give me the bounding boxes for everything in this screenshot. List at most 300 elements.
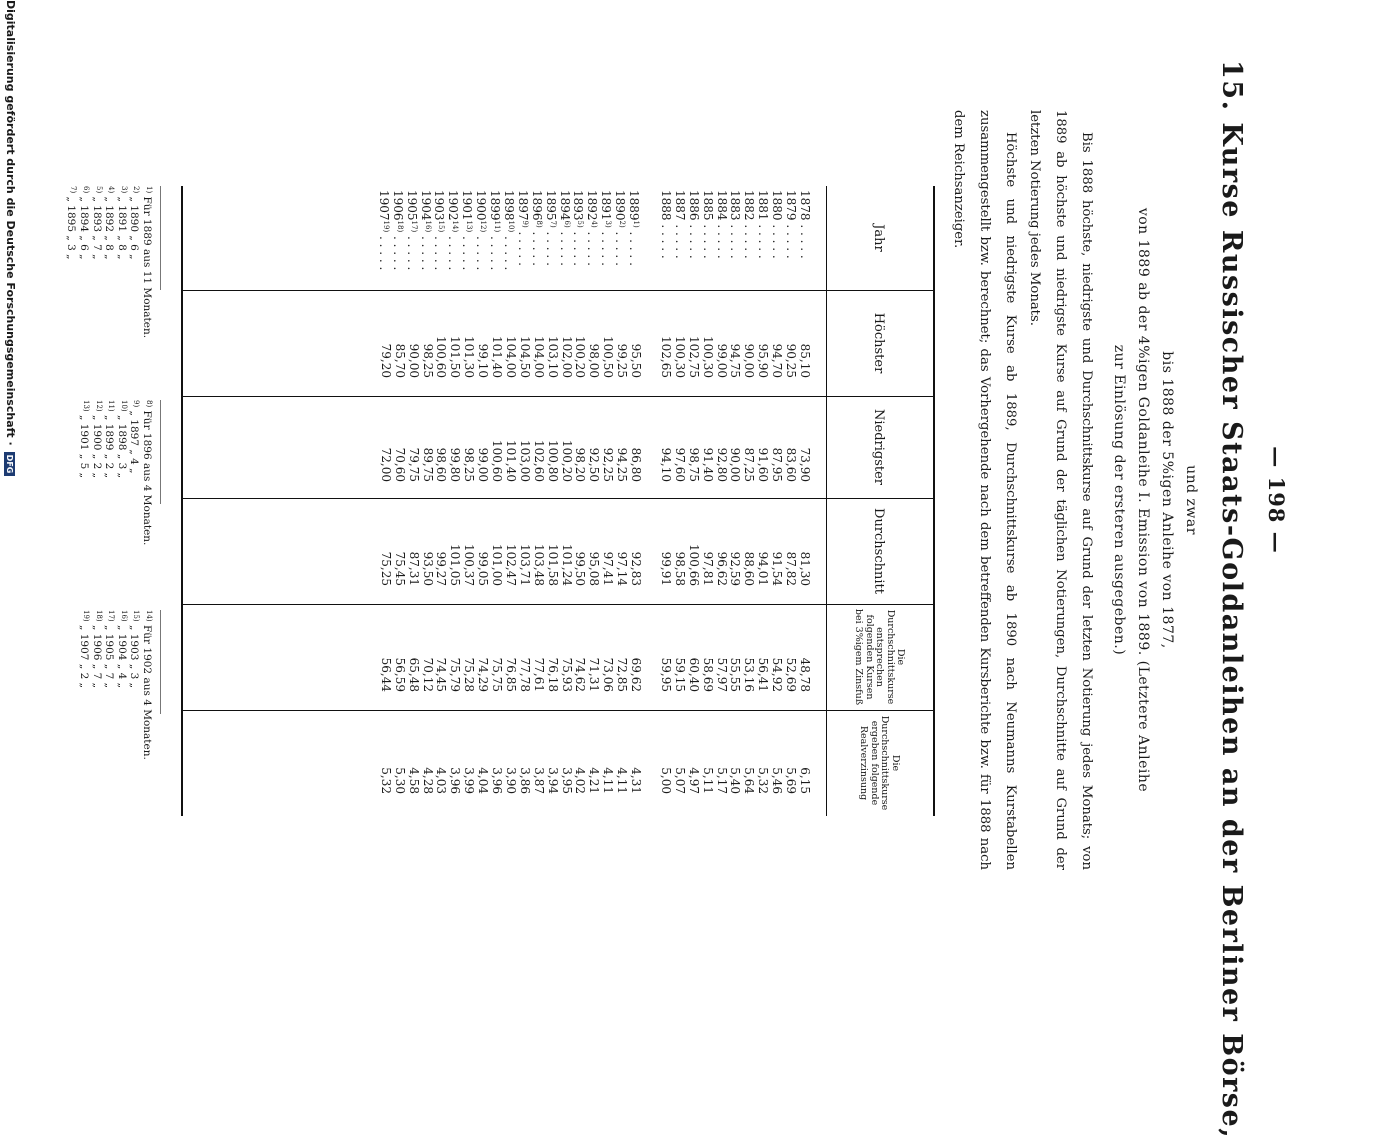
value-d: 75,45 <box>392 551 407 586</box>
footnote-ref: 13) <box>465 220 474 233</box>
value-n: 98,75 <box>686 447 701 482</box>
footnote <box>78 400 93 478</box>
year-cell <box>613 190 628 286</box>
footnote <box>103 400 118 478</box>
footnote-text: „ 1898 „ 3 „ <box>115 411 128 479</box>
header-jahr: Jahr <box>871 224 887 252</box>
year-value: 1891 <box>599 190 614 221</box>
footnote-number: 18) <box>94 610 103 622</box>
value-d: 101,24 <box>559 544 574 586</box>
table-bottom-rule <box>181 186 183 816</box>
footnote-ref: 4) <box>590 220 599 228</box>
footnote <box>115 610 130 688</box>
value-h: 102,00 <box>559 336 574 378</box>
value-k3: 56,41 <box>756 657 771 692</box>
year-value: 1883 <box>728 190 743 221</box>
leader-dots: . . . . . <box>627 227 642 266</box>
value-d: 100,66 <box>686 544 701 586</box>
footnote-number: 17) <box>107 610 116 622</box>
value-d: 101,05 <box>448 544 463 586</box>
year-cell <box>404 190 420 286</box>
value-h: 101,30 <box>462 336 477 378</box>
value-d: 97,41 <box>601 551 616 586</box>
value-d: 99,50 <box>573 551 588 586</box>
value-n: 92,25 <box>601 447 616 482</box>
footnote <box>128 400 143 474</box>
value-k3: 65,48 <box>406 657 421 692</box>
leader-dots: . . . . . <box>613 227 628 266</box>
year-cell <box>460 190 475 286</box>
value-k3: 75,75 <box>490 657 505 692</box>
value-k3: 74,62 <box>573 657 588 692</box>
value-r: 5,32 <box>378 767 393 794</box>
column-divider <box>183 498 935 499</box>
footnote-rule <box>160 186 161 290</box>
leader-dots: . . . . . <box>714 220 729 259</box>
year-cell <box>730 190 742 286</box>
value-h: 85,70 <box>392 343 407 378</box>
value-k3: 57,97 <box>714 657 729 692</box>
leader-dots: . . . . . <box>728 220 743 259</box>
value-n: 87,95 <box>770 447 785 482</box>
value-r: 5,00 <box>659 767 673 794</box>
footnote-number: 2) <box>132 186 141 194</box>
leader-dots: . . . . . <box>659 220 673 259</box>
value-k3: 75,79 <box>448 657 463 692</box>
value-r: 3,99 <box>462 767 477 794</box>
leader-dots: . . . . . <box>599 227 614 266</box>
footnote-number: 12) <box>94 400 103 412</box>
footnote-ref: 17) <box>409 220 418 233</box>
footnote <box>90 186 105 260</box>
year-value: 1886 <box>686 190 701 221</box>
footnote <box>90 400 105 478</box>
footnote-ref: 10) <box>507 220 515 233</box>
year-cell <box>390 190 406 286</box>
year-value: 1897 <box>515 190 530 221</box>
value-r: 5,11 <box>700 767 715 794</box>
footnote-ref: 3) <box>604 220 613 228</box>
year-cell <box>502 190 517 286</box>
value-k3: 56,59 <box>392 657 407 692</box>
value-d: 87,31 <box>406 551 421 586</box>
value-r: 4,04 <box>476 767 491 794</box>
footnote-ref: 9) <box>520 220 529 228</box>
footnote <box>141 400 156 545</box>
value-k3: 74,29 <box>476 657 491 692</box>
year-value: 1905 <box>404 190 419 221</box>
value-h: 100,20 <box>573 336 588 378</box>
value-d: 103,48 <box>531 544 546 586</box>
value-r: 5,64 <box>742 767 757 794</box>
column-divider <box>183 290 935 291</box>
footnote-ref: 15) <box>437 220 446 233</box>
value-n: 89,75 <box>420 447 435 482</box>
leader-dots: . . . . . <box>585 227 600 266</box>
year-value: 1901 <box>460 190 475 221</box>
footnote-number: 10) <box>119 400 128 412</box>
value-n: 99,80 <box>448 447 463 482</box>
leader-dots: . . . . . <box>460 232 475 271</box>
column-divider <box>183 604 935 605</box>
header-kurse-3-prozent: Die Durchschnittskurse entsprechen folgenden Kursen bei 3%igem Zinsfuß <box>853 608 907 706</box>
value-r: 4,97 <box>686 767 701 794</box>
year-value: 1882 <box>742 190 757 221</box>
value-h: 98,25 <box>420 343 435 378</box>
footnote-number: 1) <box>145 186 153 194</box>
leader-dots: . . . . . <box>798 220 812 259</box>
value-r: 4,58 <box>406 767 421 794</box>
footnote-ref: 14) <box>451 220 460 233</box>
footnote-number: 9) <box>132 400 141 408</box>
value-r: 5,17 <box>714 767 729 794</box>
footnote-text: „ 1892 „ 8 „ <box>103 193 116 260</box>
footnote-number: 14) <box>145 610 153 622</box>
value-n: 79,75 <box>406 447 421 482</box>
footnote-ref: 6) <box>562 220 571 228</box>
value-k3: 60,40 <box>686 657 701 692</box>
year-value: 1880 <box>770 190 785 221</box>
footnote-text: „ 1907 „ 2 „ <box>78 621 90 689</box>
year-cell <box>688 190 700 286</box>
footnote-text: „ 1894 „ 6 „ <box>78 193 90 260</box>
value-k3: 52,69 <box>784 657 799 692</box>
year-cell <box>716 190 728 286</box>
year-value: 1906 <box>390 190 405 221</box>
footnote-text: „ 1901 „ 5 „ <box>78 411 90 479</box>
value-r: 5,32 <box>756 767 771 794</box>
header-realverzinsung: Die Durchschnittskurse ergeben folgende Realverzinsung <box>858 715 901 811</box>
footnote-ref: 8) <box>534 220 543 228</box>
value-k3: 74,45 <box>434 657 449 692</box>
value-r: 4,02 <box>573 767 588 794</box>
value-d: 95,08 <box>587 551 602 586</box>
value-k3: 72,85 <box>615 657 630 692</box>
value-r: 4,03 <box>434 767 449 794</box>
price-table <box>183 186 935 816</box>
footnote <box>128 186 143 260</box>
year-cell <box>660 190 672 286</box>
value-n: 72,00 <box>378 447 393 482</box>
value-n: 100,60 <box>490 440 505 482</box>
leader-dots: . . . . . <box>571 227 586 266</box>
value-k3: 56,44 <box>378 657 393 692</box>
value-n: 94,10 <box>659 447 673 482</box>
leader-dots: . . . . . <box>390 232 405 271</box>
leader-dots: . . . . . <box>770 220 785 259</box>
year-cell <box>702 190 714 286</box>
value-n: 90,00 <box>728 447 743 482</box>
value-d: 91,54 <box>770 551 785 586</box>
value-r: 4,21 <box>587 767 602 794</box>
year-cell <box>599 190 614 286</box>
year-cell <box>474 190 489 286</box>
dfg-logo: DFG <box>4 452 15 477</box>
subtitle-line-1: bis 1888 der 5%igen Anleihe von 1877, <box>1159 351 1175 649</box>
value-k3: 59,95 <box>659 657 673 692</box>
value-h: 103,10 <box>545 336 560 378</box>
leader-dots: . . . . . <box>474 232 489 271</box>
value-h: 90,00 <box>406 343 421 378</box>
footnote-number: 19) <box>82 610 90 622</box>
footnote <box>78 186 93 260</box>
page-number: — 198 — <box>1264 446 1289 554</box>
value-d: 101,00 <box>490 544 505 586</box>
year-cell <box>488 190 503 286</box>
value-n: 73,90 <box>798 447 812 482</box>
value-h: 99,00 <box>714 343 729 378</box>
footnote-number: 13) <box>82 400 90 412</box>
leader-dots: . . . . . <box>446 232 461 271</box>
value-n: 87,25 <box>742 447 757 482</box>
value-k3: 55,55 <box>728 657 743 692</box>
leader-dots: . . . . . <box>784 220 799 259</box>
value-k3: 54,92 <box>770 657 785 692</box>
header-durchschnitt: Durchschnitt <box>871 508 887 594</box>
year-cell <box>627 190 642 286</box>
year-value: 1904 <box>418 190 433 221</box>
value-d: 81,30 <box>798 551 812 586</box>
year-cell <box>785 190 797 286</box>
footnote-rule <box>160 610 161 714</box>
value-h: 99,25 <box>615 343 630 378</box>
value-h: 100,30 <box>700 336 715 378</box>
footnote-text: „ 1906 „ 7 „ <box>90 621 103 689</box>
footnote-text: „ 1905 „ 7 „ <box>103 621 116 689</box>
value-d: 94,01 <box>756 551 771 586</box>
year-cell <box>543 190 559 286</box>
footnote-ref: 7) <box>548 220 557 228</box>
footnote <box>90 610 105 688</box>
footnote-text: „ 1891 „ 8 „ <box>115 193 128 260</box>
year-value: 1879 <box>784 190 799 221</box>
year-value: 1885 <box>700 190 715 221</box>
footnote-number: 8) <box>145 400 153 408</box>
year-cell <box>432 190 448 286</box>
leader-dots: . . . . . <box>418 232 433 271</box>
footnote-number: 7) <box>69 186 78 194</box>
value-h: 101,40 <box>490 336 505 378</box>
value-d: 88,60 <box>742 551 757 586</box>
year-value: 1893 <box>571 190 586 221</box>
value-h: 99,10 <box>476 343 491 378</box>
value-k3: 48,78 <box>798 657 812 692</box>
value-k3: 75,28 <box>462 657 477 692</box>
digitization-credit <box>4 0 17 1000</box>
value-n: 92,80 <box>714 447 729 482</box>
year-value: 1898 <box>502 190 516 221</box>
value-n: 102,60 <box>531 440 546 482</box>
footnote <box>115 400 130 478</box>
value-n: 94,25 <box>615 447 630 482</box>
value-h: 102,75 <box>686 336 701 378</box>
value-k3: 77,78 <box>517 657 532 692</box>
value-n: 91,60 <box>756 447 771 482</box>
value-n: 100,20 <box>559 440 574 482</box>
value-d: 100,37 <box>462 544 477 586</box>
value-d: 102,47 <box>504 544 518 586</box>
intro-text-2: Höchste und niedrigste Kurse ab 1889, Durchschnittskurse ab 1890 nach Neumanns Kurstabellen zusammengestellt bzw. berechnet; das Vorhergehende nach dem betreffenden Kursberichte bzw. für 1888 nach dem Reichsanzeiger. <box>951 110 1018 870</box>
value-h: 98,00 <box>587 343 602 378</box>
year-cell <box>376 190 392 286</box>
value-d: 75,25 <box>378 551 393 586</box>
footnote-number: 3) <box>119 186 128 194</box>
column-divider <box>183 396 935 397</box>
year-value: 1900 <box>474 190 489 221</box>
subtitle-line-2: von 1889 ab der 4%igen Goldanleihe I. Emission von 1889. (Letztere Anleihe <box>1135 207 1151 793</box>
value-r: 5,46 <box>770 767 785 794</box>
value-n: 101,40 <box>504 440 518 482</box>
leader-dots: . . . . . <box>700 220 715 259</box>
year-cell <box>757 190 769 286</box>
document-title: 15. Kurse Russischer Staats-Goldanleihen an der Berliner Börse, <box>1216 60 1247 1139</box>
footnote <box>141 610 156 760</box>
year-cell <box>674 190 686 286</box>
value-h: 90,25 <box>784 343 799 378</box>
footnote-ref: 19) <box>381 220 390 233</box>
footnote-rule <box>160 400 161 504</box>
leader-dots: . . . . . <box>529 227 544 266</box>
year-value: 1888 <box>659 190 673 221</box>
year-cell <box>771 190 783 286</box>
value-n: 100,80 <box>545 440 560 482</box>
value-d: 92,59 <box>728 551 743 586</box>
subtitle-und-zwar: und zwar <box>1183 465 1199 535</box>
value-r: 4,28 <box>420 767 435 794</box>
leader-dots: . . . . . <box>502 232 516 271</box>
value-r: 5,30 <box>392 767 407 794</box>
table-top-rule <box>933 186 935 816</box>
year-value: 1892 <box>585 190 600 221</box>
leader-dots: . . . . . <box>672 220 687 259</box>
value-h: 104,50 <box>517 336 532 378</box>
year-value: 1889 <box>627 190 642 221</box>
value-n: 98,25 <box>462 447 477 482</box>
leader-dots: . . . . . <box>376 232 391 271</box>
footnote-number: 16) <box>119 610 128 622</box>
footnote <box>128 610 143 688</box>
value-r: 5,69 <box>784 767 799 794</box>
year-value: 1881 <box>756 190 771 221</box>
value-h: 104,00 <box>531 336 546 378</box>
footnote-text: „ 1895 „ 3 „ <box>65 193 78 260</box>
value-h: 100,60 <box>434 336 449 378</box>
value-k3: 76,85 <box>504 657 518 692</box>
value-h: 100,30 <box>672 336 687 378</box>
value-d: 103,71 <box>517 544 532 586</box>
value-n: 99,00 <box>476 447 491 482</box>
year-value: 1884 <box>714 190 729 221</box>
value-r: 3,95 <box>559 767 574 794</box>
value-k3: 59,15 <box>672 657 687 692</box>
value-d: 101,58 <box>545 544 560 586</box>
value-h: 104,00 <box>504 336 518 378</box>
header-niedrigster: Niedrigster <box>871 408 887 486</box>
year-cell <box>743 190 755 286</box>
value-k3: 77,61 <box>531 657 546 692</box>
footnote-number: 15) <box>132 610 141 622</box>
leader-dots: . . . . . <box>404 232 419 271</box>
column-divider <box>183 710 935 711</box>
value-d: 96,62 <box>714 551 729 586</box>
leader-dots: . . . . . <box>488 232 503 271</box>
value-h: 100,50 <box>601 336 616 378</box>
value-h: 79,20 <box>378 343 393 378</box>
footnote-ref: 11) <box>493 220 502 233</box>
footnote-text: „ 1893 „ 7 „ <box>90 193 103 260</box>
value-n: 103,00 <box>517 440 532 482</box>
year-value: 1887 <box>672 190 687 221</box>
year-cell <box>557 190 573 286</box>
value-k3: 73,06 <box>601 657 616 692</box>
value-d: 99,05 <box>476 551 491 586</box>
value-n: 98,60 <box>434 447 449 482</box>
value-k3: 69,62 <box>629 657 644 692</box>
value-r: 3,96 <box>448 767 463 794</box>
subtitle-line-3: zur Einlösung der ersteren ausgegeben.) <box>1111 344 1127 656</box>
value-h: 95,90 <box>756 343 771 378</box>
value-d: 98,58 <box>672 551 687 586</box>
value-h: 102,65 <box>659 336 673 378</box>
year-cell <box>446 190 461 286</box>
footnote-ref: 18) <box>395 220 404 233</box>
year-value: 1878 <box>798 190 812 221</box>
intro-text-1: Bis 1888 höchste, niedrigste und Durchschnittskurse auf Grund der letzten Notierung jedes Monats; von 1889 ab höchste und niedrigste Kurse auf Grund der täglichen Notierungen, Durchschnitte auf Grund der letzten Notierung jedes Monats. <box>1027 110 1094 870</box>
year-value: 1896 <box>529 190 544 221</box>
value-k3: 53,16 <box>742 657 757 692</box>
value-r: 3,96 <box>490 767 505 794</box>
value-d: 93,50 <box>420 551 435 586</box>
year-cell <box>418 190 434 286</box>
footnote-ref: 5) <box>576 220 585 228</box>
value-k3: 71,31 <box>587 657 602 692</box>
year-cell <box>571 190 587 286</box>
footnote-text: „ 1890 „ 6 „ <box>128 193 141 260</box>
value-d: 87,82 <box>784 551 799 586</box>
value-h: 94,75 <box>728 343 743 378</box>
intro-paragraph-1 <box>1021 110 1099 870</box>
leader-dots: . . . . . <box>557 227 572 266</box>
footnote-number: 5) <box>94 186 103 194</box>
value-n: 86,80 <box>629 447 644 482</box>
footnote <box>103 610 118 688</box>
value-n: 92,50 <box>587 447 602 482</box>
value-r: 3,87 <box>531 767 546 794</box>
value-r: 4,31 <box>629 767 644 794</box>
year-value: 1895 <box>543 190 558 221</box>
year-value: 1899 <box>488 190 503 221</box>
value-r: 5,07 <box>672 767 687 794</box>
value-h: 90,00 <box>742 343 757 378</box>
year-value: 1890 <box>613 190 628 221</box>
value-r: 3,90 <box>504 767 518 794</box>
value-d: 99,27 <box>434 551 449 586</box>
value-r: 5,40 <box>728 767 743 794</box>
footnote-number: 11) <box>107 400 116 412</box>
year-cell <box>529 190 545 286</box>
footnote <box>141 186 156 338</box>
value-n: 98,20 <box>573 447 588 482</box>
year-cell <box>585 190 600 286</box>
value-k3: 70,12 <box>420 657 435 692</box>
value-n: 70,60 <box>392 447 407 482</box>
value-d: 97,81 <box>700 551 715 586</box>
footnote-number: 4) <box>107 186 116 194</box>
leader-dots: . . . . . <box>515 227 530 266</box>
year-value: 1902 <box>446 190 461 221</box>
footnote-text: „ 1904 „ 4 „ <box>115 621 128 689</box>
value-n: 97,60 <box>672 447 687 482</box>
